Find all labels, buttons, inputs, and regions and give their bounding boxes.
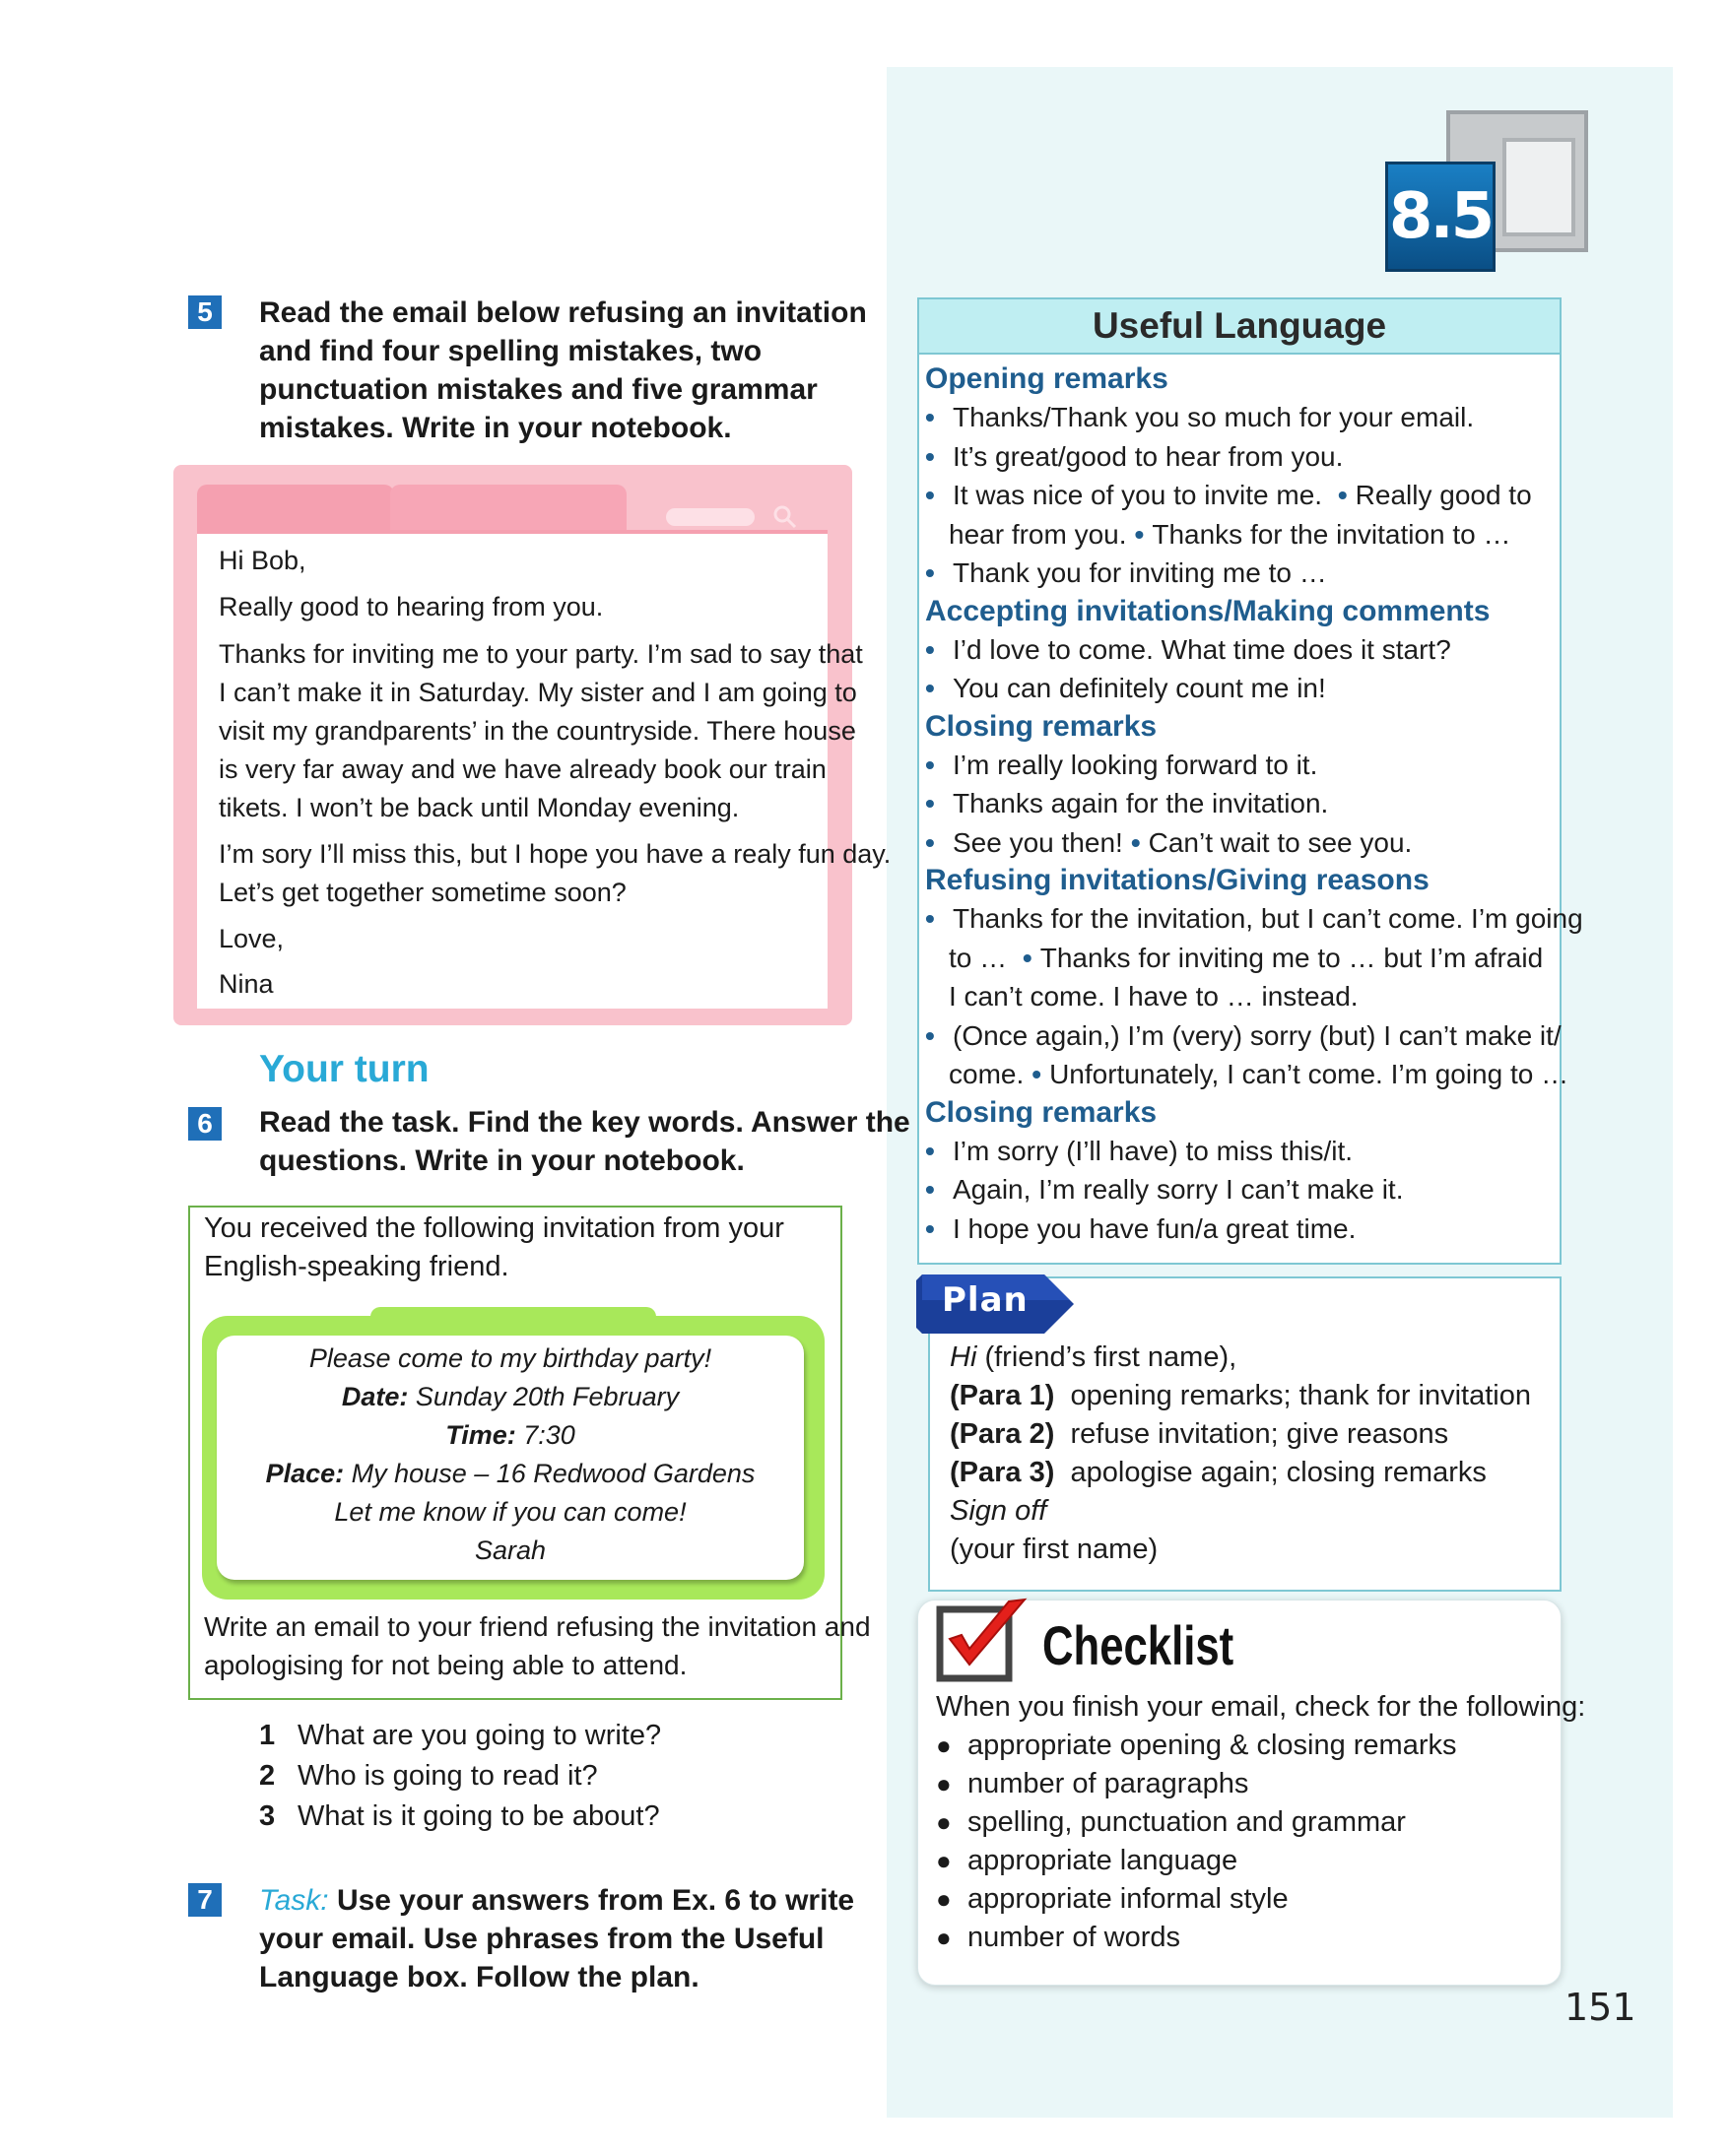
list-item: • I’d love to come. What time does it start? — [925, 633, 1451, 665]
plan-para-1: (Para 1) opening remarks; thank for invitation — [950, 1380, 1531, 1411]
plan-sign-off: Sign off — [950, 1495, 1047, 1527]
useful-language-title: Useful Language — [919, 299, 1560, 355]
list-item: • You can definitely count me in! — [925, 673, 1326, 703]
task-outro-line: apologising for not being able to attend. — [204, 1650, 688, 1680]
list-item-continued: hear from you. • Thanks for the invitation to … — [949, 518, 1511, 550]
email-line: visit my grandparents’ in the countryside. There house — [219, 716, 856, 746]
list-item: • It’s great/good to hear from you. — [925, 440, 1344, 472]
checklist-item: appropriate opening & closing remarks — [967, 1730, 1457, 1761]
question-number: 2 — [259, 1760, 276, 1792]
list-item: • I hope you have fun/a great time. — [925, 1212, 1357, 1244]
email-line: Really good to hearing from you. — [219, 592, 604, 621]
email-line: tikets. I won’t be back until Monday evening. — [219, 793, 740, 822]
exercise-7-line: Task: Use your answers from Ex. 6 to write — [259, 1884, 855, 1917]
task-intro-line: You received the following invitation from your — [204, 1212, 784, 1244]
list-item: • It was nice of you to invite me. • Really good to — [925, 480, 1532, 510]
exercise-6-line: questions. Write in your notebook. — [259, 1144, 745, 1177]
page-number: 151 — [1564, 1986, 1636, 2029]
email-line: Thanks for inviting me to your party. I’m sad to say that — [219, 639, 863, 669]
opening-remarks-heading: Opening remarks — [925, 362, 1168, 395]
question-number: 1 — [259, 1720, 276, 1751]
exercise-5-line: Read the email below refusing an invitation — [259, 296, 867, 329]
invitation-signature: Sarah — [474, 1535, 547, 1565]
checkbox-tick-icon — [936, 1596, 1031, 1686]
list-item: • I’m really looking forward to it. — [925, 749, 1318, 780]
bullet: ● — [936, 1923, 952, 1952]
email-greeting: Hi Bob, — [219, 546, 306, 575]
plan-greeting: Hi (friend’s first name), — [950, 1341, 1237, 1373]
bullet: ● — [936, 1769, 952, 1798]
exercise-5-line: and find four spelling mistakes, two — [259, 335, 763, 367]
invitation-time: Time: 7:30 — [445, 1420, 575, 1450]
checklist-item: appropriate language — [967, 1845, 1238, 1876]
closing-remarks-heading-2: Closing remarks — [925, 1095, 1158, 1129]
plan-label: Plan — [942, 1280, 1029, 1320]
email-tab — [390, 485, 627, 532]
exercise-6-line: Read the task. Find the key words. Answer the — [259, 1106, 910, 1139]
useful-language-body — [925, 360, 1583, 1248]
email-signature: Nina — [219, 969, 274, 999]
checklist-item: appropriate informal style — [967, 1883, 1289, 1915]
list-item: • I’m sorry (I’ll have) to miss this/it. — [925, 1135, 1354, 1166]
list-item: • Thanks again for the invitation. — [925, 788, 1329, 818]
bullet: ● — [936, 1807, 952, 1837]
exercise-5-line: mistakes. Write in your notebook. — [259, 412, 732, 444]
email-line: is very far away and we have already book our train — [219, 754, 827, 784]
list-item: • Thank you for inviting me to … — [925, 557, 1327, 588]
checklist-item: number of words — [967, 1922, 1180, 1953]
list-item-continued: come. • Unfortunately, I can’t come. I’m going to … — [949, 1059, 1569, 1089]
question-text: What is it going to be about? — [298, 1800, 660, 1832]
invitation-line: Please come to my birthday party! — [308, 1343, 712, 1373]
task-outro-line: Write an email to your friend refusing the invitation and — [204, 1611, 871, 1642]
checklist-title: Checklist — [1042, 1614, 1234, 1676]
bullet: ● — [936, 1884, 952, 1914]
list-item: • See you then! • Can’t wait to see you. — [925, 826, 1413, 858]
bullet: ● — [936, 1731, 952, 1760]
unit-badge: 8.5 — [1385, 162, 1496, 272]
invitation-place: Place: My house – 16 Redwood Gardens — [265, 1459, 756, 1488]
list-item: • (Once again,) I’m (very) sorry (but) I can’t make it/ — [925, 1019, 1562, 1051]
plan-first-name: (your first name) — [950, 1534, 1159, 1565]
invitation-line: Let me know if you can come! — [334, 1497, 687, 1527]
email-line: Let’s get together sometime soon? — [219, 878, 627, 907]
list-item: • Thanks for the invitation, but I can’t come. I’m going — [925, 903, 1583, 934]
list-item: • Again, I’m really sorry I can’t make it. — [925, 1174, 1404, 1205]
refusing-heading: Refusing invitations/Giving reasons — [925, 864, 1430, 896]
list-item-continued: I can’t come. I have to … instead. — [949, 981, 1359, 1012]
list-item: • Thanks/Thank you so much for your email. — [925, 402, 1475, 432]
exercise-7-line: your email. Use phrases from the Useful — [259, 1923, 825, 1955]
email-tab — [197, 485, 394, 532]
plan-para-2: (Para 2) refuse invitation; give reasons — [950, 1418, 1449, 1450]
unit-frame-inner-decoration — [1502, 138, 1575, 236]
useful-language-box — [917, 297, 1583, 1265]
email-line: I can’t make it in Saturday. My sister and I am going to — [219, 678, 857, 707]
email-line: I’m sory I’ll miss this, but I hope you have a realy fun day. — [219, 839, 892, 869]
email-sign-off: Love, — [219, 924, 285, 953]
exercise-5-number: 5 — [188, 295, 222, 329]
question-text: Who is going to read it? — [298, 1760, 598, 1792]
exercise-7-line: Language box. Follow the plan. — [259, 1961, 699, 1993]
checklist-intro: When you finish your email, check for the following: — [936, 1691, 1586, 1723]
exercise-6-number: 6 — [188, 1107, 222, 1141]
exercise-7-number: 7 — [188, 1883, 222, 1917]
question-text: What are you going to write? — [298, 1720, 662, 1751]
your-turn-heading: Your turn — [259, 1048, 430, 1090]
checklist-item: spelling, punctuation and grammar — [967, 1806, 1406, 1838]
closing-remarks-heading: Closing remarks — [925, 709, 1158, 743]
accepting-heading: Accepting invitations/Making comments — [925, 594, 1491, 627]
search-icon — [772, 504, 798, 530]
question-number: 3 — [259, 1800, 276, 1832]
plan-para-3: (Para 3) apologise again; closing remarks — [950, 1457, 1487, 1488]
bullet: ● — [936, 1846, 952, 1875]
exercise-5-line: punctuation mistakes and five grammar — [259, 373, 818, 406]
checklist-item: number of paragraphs — [967, 1768, 1249, 1799]
list-item-continued: to … • Thanks for inviting me to … but I’m afraid — [949, 942, 1544, 973]
invitation-date: Date: Sunday 20th February — [341, 1382, 680, 1411]
email-search-field — [666, 508, 755, 526]
task-intro-line: English-speaking friend. — [204, 1251, 509, 1282]
